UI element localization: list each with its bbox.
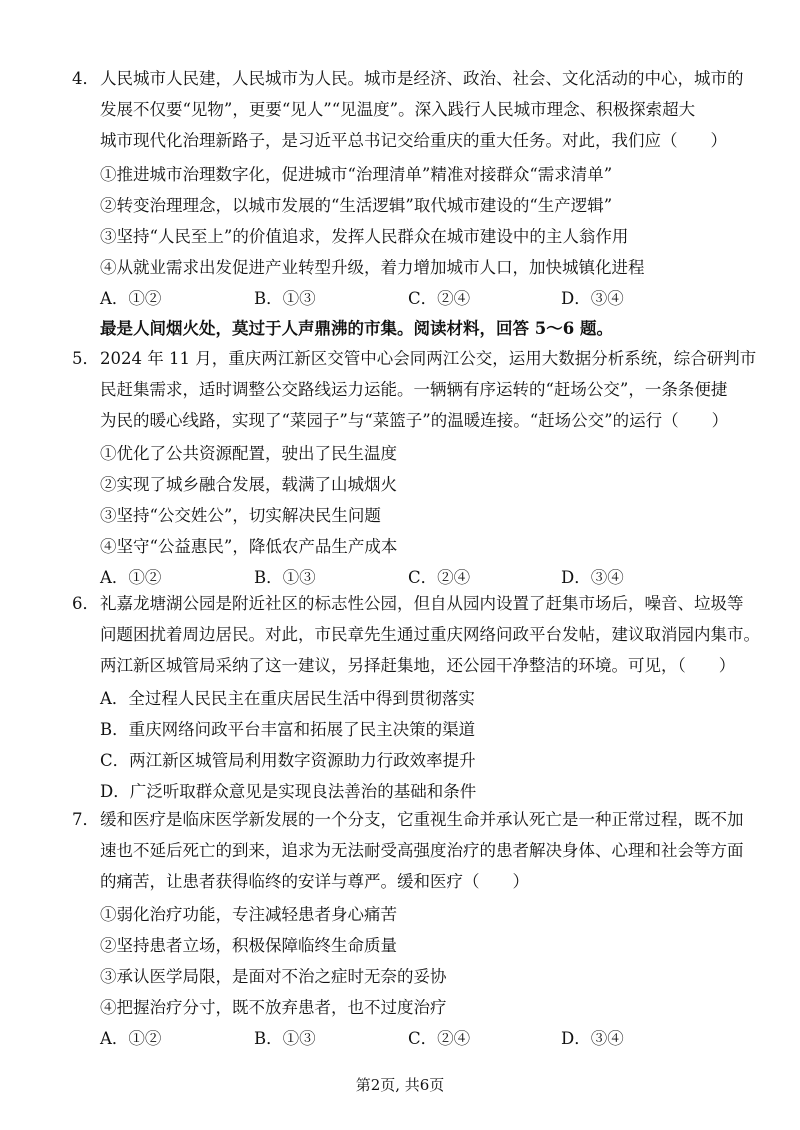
question-stem-line: 的痛苦，让患者获得临终的安详与尊严。缓和医疗（ ） <box>100 872 529 891</box>
question-stem-line: 速也不延后死亡的到来，追求为无法耐受高强度治疗的患者解决身体、心理和社会等方面 <box>100 841 744 860</box>
question-number: 7． <box>72 810 99 829</box>
question-stem-line: 发展不仅要“见物”，更要“见人”“见温度”。深入践行人民城市理念、积极探索超大 <box>100 100 696 119</box>
statement-item: ④从就业需求出发促进产业转型升级，着力增加城市人口，加快城镇化进程 <box>100 258 645 277</box>
page-footer: 第2页, 共6页 <box>355 1076 445 1094</box>
option-a: A．①② <box>100 1029 162 1048</box>
statement-item: ①推进城市治理数字化，促进城市“治理清单”精准对接群众“需求清单” <box>100 165 613 184</box>
option-a: A．①② <box>100 568 162 587</box>
statement-item: ③承认医学局限，是面对不治之症时无奈的妥协 <box>100 967 447 986</box>
statement-item: ②坚持患者立场，积极保障临终生命质量 <box>100 936 397 955</box>
option-d: D．③④ <box>561 289 624 308</box>
question-stem-line: 两江新区城管局采纳了这一建议，另择赶集地，还公园干净整洁的环境。可见，（ ） <box>100 656 736 675</box>
question-stem-line: 2024 年 11 月，重庆两江新区交管中心会同两江公交，运用大数据分析系统，综合研判市 <box>100 349 757 368</box>
option-c: C．②④ <box>408 289 471 308</box>
option-c: C．②④ <box>408 1029 471 1048</box>
statement-item: ④把握治疗分寸，既不放弃患者，也不过度治疗 <box>100 998 447 1017</box>
material-intro: 最是人间烟火处，莫过于人声鼎沸的市集。阅读材料，回答 5～6 题。 <box>100 319 613 338</box>
option-a: A．①② <box>100 289 162 308</box>
statement-item: ①弱化治疗功能，专注减轻患者身心痛苦 <box>100 905 397 924</box>
question-number: 5． <box>72 349 99 368</box>
question-stem-line: 民赶集需求，适时调整公交路线运力运能。一辆辆有序运转的“赶场公交”，一条条便捷 <box>100 380 728 399</box>
question-number: 4． <box>72 69 99 88</box>
statement-item: ③坚持“人民至上”的价值追求，发挥人民群众在城市建设中的主人翁作用 <box>100 227 629 246</box>
option-b: B．重庆网络问政平台丰富和拓展了民主决策的渠道 <box>100 720 476 739</box>
option-b: B．①③ <box>254 289 316 308</box>
statement-item: ①优化了公共资源配置，驶出了民生温度 <box>100 444 397 463</box>
question-stem-line: 为民的暖心线路，实现了“菜园子”与“菜篮子”的温暖连接。“赶场公交”的运行（ ） <box>100 411 729 430</box>
statement-item: ②实现了城乡融合发展，载满了山城烟火 <box>100 475 397 494</box>
option-c: C．②④ <box>408 568 471 587</box>
question-stem-line: 礼嘉龙塘湖公园是附近社区的标志性公园，但自从园内设置了赶集市场后，噪音、垃圾等 <box>100 594 744 613</box>
question-stem-line: 城市现代化治理新路子，是习近平总书记交给重庆的重大任务。对此，我们应（ ） <box>100 131 727 150</box>
option-a: A．全过程人民民主在重庆居民生活中得到贯彻落实 <box>100 689 475 708</box>
option-b: B．①③ <box>254 1029 316 1048</box>
question-number: 6． <box>72 594 99 613</box>
statement-item: ④坚守“公益惠民”，降低农产品生产成本 <box>100 537 398 556</box>
option-b: B．①③ <box>254 568 316 587</box>
statement-item: ②转变治理理念，以城市发展的“生活逻辑”取代城市建设的“生产逻辑” <box>100 196 613 215</box>
question-stem-line: 缓和医疗是临床医学新发展的一个分支，它重视生命并承认死亡是一种正常过程，既不加 <box>100 810 744 829</box>
question-stem-line: 问题困扰着周边居民。对此，市民章先生通过重庆网络问政平台发帖，建议取消园内集市。 <box>100 625 760 644</box>
option-d: D．③④ <box>561 1029 624 1048</box>
option-d: D．广泛听取群众意见是实现良法善治的基础和条件 <box>100 782 477 801</box>
option-c: C．两江新区城管局利用数字资源助力行政效率提升 <box>100 751 476 770</box>
statement-item: ③坚持“公交姓公”，切实解决民生问题 <box>100 506 381 525</box>
question-stem-line: 人民城市人民建，人民城市为人民。城市是经济、政治、社会、文化活动的中心，城市的 <box>100 69 744 88</box>
option-d: D．③④ <box>561 568 624 587</box>
